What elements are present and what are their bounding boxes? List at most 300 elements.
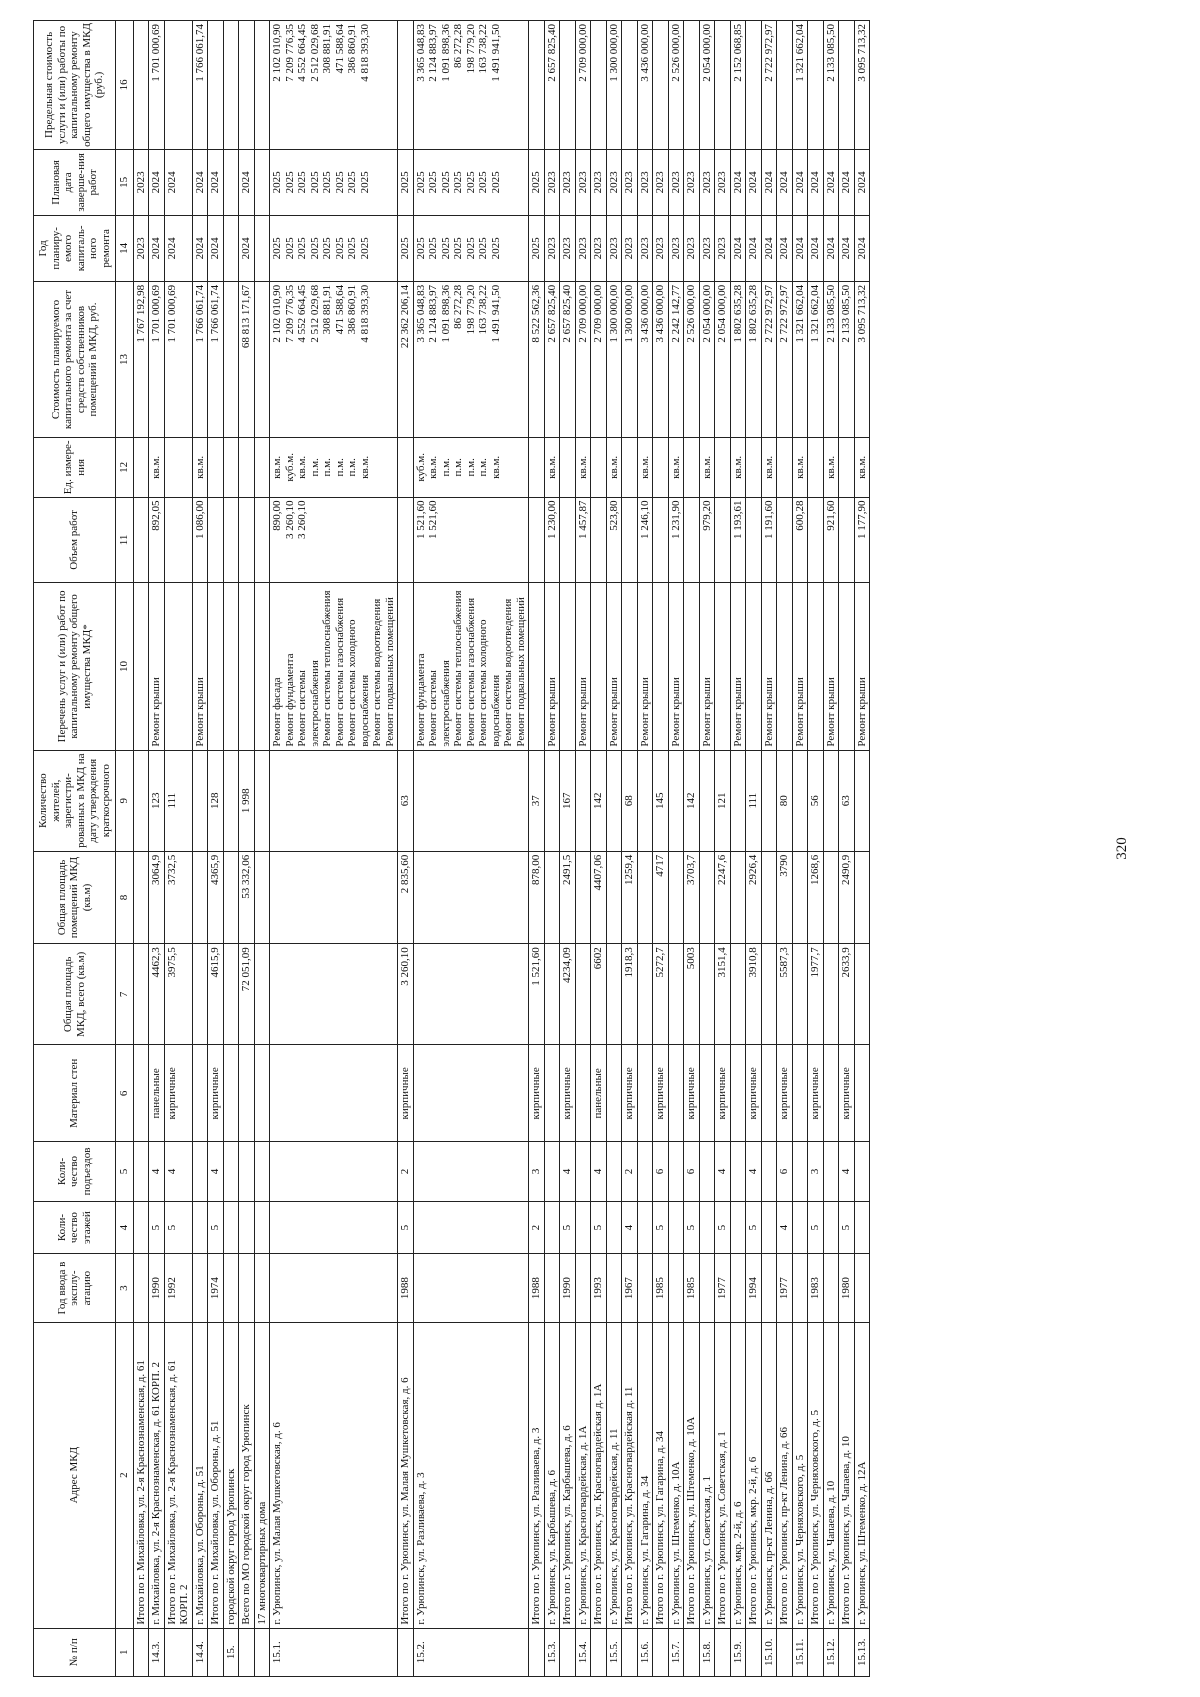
planned-year-line: 2024	[809, 237, 821, 260]
work-volume-line: 1 177,90	[855, 500, 868, 540]
floors-count: 4	[777, 1201, 793, 1254]
planned-year-line: 2025	[427, 237, 439, 260]
work-volume-line	[440, 501, 453, 580]
cost-limit	[730, 21, 746, 150]
planned-year	[854, 215, 870, 281]
completion-year-line: 2024	[747, 171, 759, 194]
year-built	[730, 1254, 746, 1322]
planned-year	[823, 215, 839, 281]
residents-count: 63	[839, 750, 855, 851]
completion-year	[529, 149, 545, 215]
wall-material	[133, 1045, 149, 1142]
planned-year	[164, 215, 192, 281]
unit-of-measure-line: п.м.	[464, 458, 477, 477]
unit-of-measure-line: кв.м.	[607, 455, 620, 479]
works-list	[637, 583, 653, 750]
works-list-line: Ремонт системы теплоснабжения	[321, 590, 333, 747]
planned-cost-line: 1 802 635,28	[731, 284, 744, 343]
works-list-line: Ремонт системы холодного водоснабжения	[346, 619, 371, 747]
planned-cost-line: 1 300 000,00	[623, 284, 635, 343]
column-number: 15	[116, 149, 134, 215]
entrances-count: 6	[777, 1142, 793, 1201]
total-area: 4615,9	[208, 944, 224, 1045]
cost-limit	[254, 21, 270, 150]
completion-year	[149, 149, 165, 215]
planned-year-line: 2024	[824, 237, 837, 260]
completion-year-line: 2024	[165, 171, 178, 194]
unit-of-measure	[239, 438, 255, 497]
column-header: Коли-чество подъездов	[34, 1142, 116, 1201]
premises-area	[606, 851, 622, 943]
total-area: 72 051,09	[239, 944, 255, 1045]
cost-limit	[413, 21, 529, 150]
residents-count	[637, 750, 653, 851]
address-cell: г. Урюпинск, ул. Чапаева, д. 10	[823, 1322, 839, 1628]
planned-year-line: 2025	[530, 237, 542, 260]
completion-year	[254, 149, 270, 215]
work-volume	[591, 497, 607, 583]
completion-year	[208, 149, 224, 215]
entrances-count: 4	[591, 1142, 607, 1201]
unit-of-measure	[398, 438, 414, 497]
planned-cost-line: 2 722 972,97	[762, 284, 775, 343]
residents-count	[792, 750, 808, 851]
planned-cost	[854, 281, 870, 437]
planned-cost	[133, 281, 149, 437]
completion-year-line: 2025	[296, 171, 308, 194]
row-number: 15.2.	[413, 1628, 529, 1676]
completion-year-line: 2025	[489, 171, 502, 194]
planned-year	[529, 215, 545, 281]
total-area	[270, 944, 398, 1045]
cost-limit-line: 2 133 085,50	[824, 24, 837, 82]
work-volume	[413, 497, 529, 583]
total-area	[254, 944, 270, 1045]
row-number: 15.1.	[270, 1628, 398, 1676]
year-built: 1983	[808, 1254, 824, 1322]
entrances-count: 4	[746, 1142, 762, 1201]
planned-year-line: 2023	[134, 237, 147, 260]
premises-area: 4365,9	[208, 851, 224, 943]
completion-year	[133, 149, 149, 215]
unit-of-measure	[699, 438, 715, 497]
premises-area	[730, 851, 746, 943]
entrances-count: 4	[149, 1142, 165, 1201]
row-number	[808, 1628, 824, 1676]
premises-area: 878,00	[529, 851, 545, 943]
planned-cost-line: 198 779,20	[464, 284, 477, 335]
planned-cost-line: 1 491 941,50	[489, 284, 502, 343]
column-header: Объем работ	[34, 497, 116, 583]
works-list	[208, 583, 224, 750]
work-volume-line	[334, 501, 347, 580]
planned-cost	[239, 281, 255, 437]
cost-limit	[149, 21, 165, 150]
unit-of-measure-line: кв.м.	[638, 455, 651, 479]
works-list	[591, 583, 607, 750]
address-cell: Итого по г. Урюпинск, пр-кт Ленина, д. 66	[777, 1322, 793, 1628]
address-cell: г. Урюпинск, ул. Черняховского, д. 5	[792, 1322, 808, 1628]
planned-year-line: 2023	[638, 237, 651, 260]
planned-cost-line: 4 818 393,30	[358, 284, 371, 343]
floors-count	[668, 1201, 684, 1254]
year-built	[270, 1254, 398, 1322]
wall-material: кирпичные	[684, 1045, 700, 1142]
completion-year	[699, 149, 715, 215]
year-built	[133, 1254, 149, 1322]
planned-year	[792, 215, 808, 281]
planned-year-line: 2025	[308, 237, 321, 260]
table-row	[792, 21, 808, 1677]
floors-count	[223, 1201, 239, 1254]
work-volume	[761, 497, 777, 583]
total-area	[413, 944, 529, 1045]
address-cell: г. Урюпинск, ул. Гагарина, д. 34	[637, 1322, 653, 1628]
completion-year	[575, 149, 591, 215]
unit-of-measure	[823, 438, 839, 497]
planned-year	[591, 215, 607, 281]
table-row	[839, 21, 855, 1677]
completion-year-line: 2023	[561, 171, 573, 194]
total-area	[192, 944, 208, 1045]
floors-count: 5	[808, 1201, 824, 1254]
entrances-count	[133, 1142, 149, 1201]
planned-cost	[823, 281, 839, 437]
planned-year-line: 2025	[439, 237, 452, 260]
table-row	[746, 21, 762, 1677]
cost-limit-line: 3 095 713,32	[855, 24, 868, 82]
work-volume-line: 1 086,00	[193, 500, 206, 540]
unit-of-measure-line: п.м.	[346, 458, 358, 477]
row-number	[715, 1628, 731, 1676]
column-header: Коли-чество этажей	[34, 1201, 116, 1254]
residents-count	[544, 750, 560, 851]
year-built: 1994	[746, 1254, 762, 1322]
address-cell: Итого по г. Урюпинск, ул. Разливаева, д. 3	[529, 1322, 545, 1628]
floors-count	[192, 1201, 208, 1254]
cost-limit	[575, 21, 591, 150]
premises-area: 3064,9	[149, 851, 165, 943]
year-built: 1993	[591, 1254, 607, 1322]
work-volume-line: 3 260,10	[283, 500, 296, 540]
premises-area: 3790	[777, 851, 793, 943]
wall-material: кирпичные	[777, 1045, 793, 1142]
entrances-count	[223, 1142, 239, 1201]
residents-count: 56	[808, 750, 824, 851]
planned-cost-line: 2 124 883,97	[427, 284, 439, 343]
planned-year	[761, 215, 777, 281]
unit-of-measure-line: кв.м.	[296, 455, 308, 479]
cost-limit	[699, 21, 715, 150]
row-number	[746, 1628, 762, 1676]
address-cell: Итого по г. Урюпинск, ул. Советская, д. 1	[715, 1322, 731, 1628]
total-area	[761, 944, 777, 1045]
cost-limit-line: 2 709 000,00	[576, 24, 589, 82]
column-header: Стоимость планируемого капитального ремонта за счет средств собственников помещений в МКД, руб.	[34, 281, 116, 437]
address-cell: Всего по МО городской округ город Урюпинск	[239, 1322, 255, 1628]
entrances-count	[637, 1142, 653, 1201]
planned-year	[208, 215, 224, 281]
column-header: Год ввода в эксплу-атацию	[34, 1254, 116, 1322]
residents-count: 80	[777, 750, 793, 851]
works-list	[192, 583, 208, 750]
unit-of-measure-line: кв.м.	[489, 455, 502, 479]
address-cell: г. Урюпинск, ул. Карбышева, д. 6	[544, 1322, 560, 1628]
premises-area: 3732,5	[164, 851, 192, 943]
works-list-line: Ремонт крыши	[855, 677, 868, 747]
planned-cost-line: 1 321 662,04	[793, 284, 806, 343]
table-row	[164, 21, 192, 1677]
cost-limit	[622, 21, 638, 150]
unit-of-measure-line: кв.м.	[427, 455, 439, 479]
works-list	[606, 583, 622, 750]
floors-count	[854, 1201, 870, 1254]
planned-year-line: 2023	[654, 237, 666, 260]
works-list	[823, 583, 839, 750]
completion-year-line: 2025	[477, 171, 489, 194]
works-list-line: Ремонт фундамента	[414, 653, 427, 747]
planned-cost	[622, 281, 638, 437]
cost-limit-line: 1 300 000,00	[607, 24, 620, 82]
completion-year	[653, 149, 669, 215]
work-volume-line: 523,80	[607, 500, 620, 531]
planned-cost	[591, 281, 607, 437]
row-number	[208, 1628, 224, 1676]
work-volume-line: 1 230,00	[545, 500, 558, 540]
table-row	[637, 21, 653, 1677]
cost-limit-line: 2 152 068,85	[731, 24, 744, 82]
planned-year-line: 2025	[414, 237, 427, 260]
unit-of-measure	[622, 438, 638, 497]
unit-of-measure	[808, 438, 824, 497]
table-row	[761, 21, 777, 1677]
row-number: 15.11.	[792, 1628, 808, 1676]
works-list-line: Ремонт крыши	[576, 677, 589, 747]
total-area: 3975,5	[164, 944, 192, 1045]
planned-cost-line: 4 552 664,45	[296, 284, 308, 343]
unit-of-measure-line: кв.м.	[793, 455, 806, 479]
cost-limit	[808, 21, 824, 150]
row-number	[239, 1628, 255, 1676]
year-built	[544, 1254, 560, 1322]
works-list	[164, 583, 192, 750]
premises-area: 4407,06	[591, 851, 607, 943]
work-volume-line	[346, 501, 359, 580]
wall-material	[730, 1045, 746, 1142]
completion-year	[270, 149, 398, 215]
floors-count	[133, 1201, 149, 1254]
table-row	[591, 21, 607, 1677]
total-area: 1 521,60	[529, 944, 545, 1045]
year-built: 1988	[398, 1254, 414, 1322]
total-area	[854, 944, 870, 1045]
works-list	[699, 583, 715, 750]
entrances-count	[254, 1142, 270, 1201]
year-built: 1988	[529, 1254, 545, 1322]
unit-of-measure	[854, 438, 870, 497]
work-volume	[239, 497, 255, 583]
cost-limit	[529, 21, 545, 150]
works-list	[746, 583, 762, 750]
residents-count	[133, 750, 149, 851]
column-number: 4	[116, 1201, 134, 1254]
wall-material	[223, 1045, 239, 1142]
column-number: 2	[116, 1322, 134, 1628]
completion-year-line: 2024	[762, 171, 775, 194]
completion-year	[746, 149, 762, 215]
residents-count: 37	[529, 750, 545, 851]
completion-year-line: 2023	[716, 171, 728, 194]
row-number	[777, 1628, 793, 1676]
works-list-line: Ремонт крыши	[150, 677, 162, 747]
planned-year-line: 2023	[716, 237, 728, 260]
row-number: 15.9.	[730, 1628, 746, 1676]
planned-year	[149, 215, 165, 281]
work-volume	[149, 497, 165, 583]
works-list-line: Ремонт крыши	[731, 677, 744, 747]
works-list	[239, 583, 255, 750]
planned-year-line: 2024	[150, 237, 162, 260]
floors-count: 5	[653, 1201, 669, 1254]
unit-of-measure	[149, 438, 165, 497]
row-number: 15.8.	[699, 1628, 715, 1676]
planned-cost-line: 1 701 000,69	[150, 284, 162, 343]
planned-year	[637, 215, 653, 281]
premises-area	[254, 851, 270, 943]
repair-plan-table	[33, 20, 870, 1677]
planned-year	[622, 215, 638, 281]
address-cell: Итого по г. Михайловка, ул. 2-я Краснознаменская, д. 61	[133, 1322, 149, 1628]
column-header: Адрес МКД	[34, 1322, 116, 1628]
unit-of-measure	[684, 438, 700, 497]
works-list	[544, 583, 560, 750]
column-number: 7	[116, 944, 134, 1045]
planned-cost-line: 2 133 085,50	[824, 284, 837, 343]
completion-year	[730, 149, 746, 215]
row-number	[622, 1628, 638, 1676]
unit-of-measure-line: кв.м.	[358, 455, 371, 479]
premises-area	[413, 851, 529, 943]
total-area: 5003	[684, 944, 700, 1045]
completion-year	[684, 149, 700, 215]
wall-material: кирпичные	[398, 1045, 414, 1142]
floors-count	[544, 1201, 560, 1254]
total-area: 3 260,10	[398, 944, 414, 1045]
column-header: Количество жителей, зарегистри-рованных в МКД на дату утверждения краткосрочного	[34, 750, 116, 851]
planned-year	[560, 215, 576, 281]
planned-year	[730, 215, 746, 281]
entrances-count	[239, 1142, 255, 1201]
work-volume	[684, 497, 700, 583]
planned-year-line: 2024	[747, 237, 759, 260]
floors-count: 5	[398, 1201, 414, 1254]
planned-year-line: 2023	[607, 237, 620, 260]
table-row	[149, 21, 165, 1677]
floors-count	[637, 1201, 653, 1254]
premises-area: 2926,4	[746, 851, 762, 943]
year-built	[413, 1254, 529, 1322]
unit-of-measure-line: п.м.	[333, 458, 346, 477]
planned-cost-line: 22 362 206,14	[399, 284, 411, 349]
cost-limit	[192, 21, 208, 150]
planned-cost	[208, 281, 224, 437]
table-row	[398, 21, 414, 1677]
entrances-count: 6	[653, 1142, 669, 1201]
planned-cost-line: 1 766 061,74	[209, 284, 221, 343]
cost-limit-line: 7 209 776,35	[283, 24, 296, 82]
row-number	[133, 1628, 149, 1676]
completion-year	[839, 149, 855, 215]
premises-area	[854, 851, 870, 943]
cost-limit-line: 4 818 393,30	[358, 24, 371, 82]
unit-of-measure	[777, 438, 793, 497]
premises-area	[699, 851, 715, 943]
work-volume-line	[465, 501, 478, 580]
unit-of-measure-line: кв.м.	[700, 455, 713, 479]
planned-year-line: 2025	[477, 237, 489, 260]
works-list	[777, 583, 793, 750]
entrances-count	[699, 1142, 715, 1201]
year-built: 1977	[715, 1254, 731, 1322]
residents-count	[730, 750, 746, 851]
year-built	[239, 1254, 255, 1322]
planned-year-line: 2025	[464, 237, 477, 260]
planned-year-line: 2025	[358, 237, 371, 260]
wall-material	[854, 1045, 870, 1142]
total-area: 3151,4	[715, 944, 731, 1045]
column-header: № п/п	[34, 1628, 116, 1676]
works-list-line: Ремонт крыши	[669, 677, 682, 747]
table-row	[529, 21, 545, 1677]
work-volume	[164, 497, 192, 583]
year-built	[223, 1254, 239, 1322]
planned-cost-line: 7 209 776,35	[283, 284, 296, 343]
premises-area: 2490,9	[839, 851, 855, 943]
planned-year-line: 2024	[209, 237, 221, 260]
total-area	[544, 944, 560, 1045]
planned-year	[746, 215, 762, 281]
wall-material	[239, 1045, 255, 1142]
planned-cost-line: 1 300 000,00	[607, 284, 620, 343]
residents-count	[254, 750, 270, 851]
table-body	[133, 21, 870, 1677]
premises-area	[192, 851, 208, 943]
unit-of-measure	[730, 438, 746, 497]
completion-year	[761, 149, 777, 215]
address-cell: Итого по г. Урюпинск, ул. Красногвардейская д. 1А	[591, 1322, 607, 1628]
wall-material: кирпичные	[839, 1045, 855, 1142]
address-cell: Итого по г. Урюпинск, ул. Черняховского, д. 5	[808, 1322, 824, 1628]
floors-count	[239, 1201, 255, 1254]
unit-of-measure	[223, 438, 239, 497]
address-cell: г. Урюпинск, ул. Штеменко, д. 12А	[854, 1322, 870, 1628]
planned-year	[606, 215, 622, 281]
residents-count: 68	[622, 750, 638, 851]
planned-year	[413, 215, 529, 281]
table-row	[560, 21, 576, 1677]
address-cell: Итого по г. Михайловка, ул. Обороны, д. 51	[208, 1322, 224, 1628]
table-row	[223, 21, 239, 1677]
work-volume	[777, 497, 793, 583]
unit-of-measure-line: п.м.	[452, 458, 464, 477]
planned-cost-line: 308 881,91	[321, 284, 333, 335]
works-list	[653, 583, 669, 750]
floors-count	[413, 1201, 529, 1254]
planned-cost-line: 2 709 000,00	[576, 284, 589, 343]
completion-year-line: 2023	[638, 171, 651, 194]
planned-cost-line: 3 095 713,32	[855, 284, 868, 343]
address-cell: г. Урюпинск, ул. Разливаева, д. 3	[413, 1322, 529, 1628]
